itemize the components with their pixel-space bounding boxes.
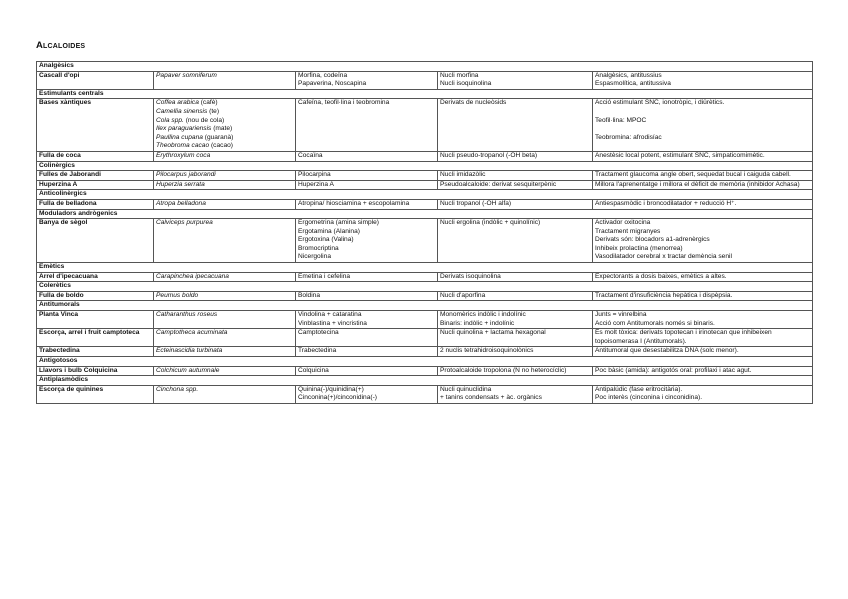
compounds-cell — [296, 347, 438, 357]
action-cell — [593, 291, 813, 301]
species-name: Cola spp. — [156, 116, 184, 124]
nucleus-line: Pseudoalcaloide: derivat sesquiterpènic — [440, 180, 557, 188]
action-line: Tractament glaucoma angle obert, sequedat bucal i caiguda cabell. — [595, 171, 791, 179]
compound-line: Cinconina(+)/cinconidina(-) — [298, 394, 377, 402]
action-line: Poc bàsic (amida): antigotós oral: profilaxi i atac agut. — [595, 366, 752, 374]
nucleus-cell — [438, 347, 593, 357]
drug-name-cell: Planta Vinca — [37, 311, 154, 329]
compound-line: Vinblastina + vincristina — [298, 319, 367, 327]
nucleus-line: Nucli ergolina (indòlic + quinolínic) — [440, 219, 541, 227]
species-name: Papaver somniferum — [156, 71, 217, 79]
action-cell — [593, 99, 813, 152]
species-line — [156, 200, 293, 209]
section-row — [37, 190, 813, 200]
action-line: Antipalúdic (fase eritrocitària). — [595, 385, 683, 393]
action-cell — [593, 199, 813, 209]
table-row — [37, 151, 813, 161]
species-name: Theobroma cacao — [156, 142, 210, 150]
table-row — [37, 347, 813, 357]
action-line: És molt tòxica: derivats topotecan i irinotecan que inhibeixen topoisomerasa I (Antitumorals). — [595, 329, 772, 345]
compounds-cell — [296, 171, 438, 181]
species-name: Atropa belladona — [156, 199, 206, 207]
nucleus-line: 2 nuclis tetrahidroisoquinolònics — [440, 347, 534, 355]
nucleus-cell — [438, 385, 593, 403]
compounds-cell — [296, 272, 438, 282]
table-row — [37, 272, 813, 282]
section-title: Colinèrgics — [37, 161, 813, 171]
drug-name-cell: Trabectedina — [37, 347, 154, 357]
alkaloids-table — [36, 61, 813, 404]
table-row — [37, 329, 813, 347]
compounds-cell — [296, 366, 438, 376]
nucleus-cell — [438, 171, 593, 181]
drug-name-cell: Escorça, arrel i fruit camptoteca — [37, 329, 154, 347]
species-name: Camellia sinensis — [156, 107, 208, 115]
action-cell — [593, 311, 813, 329]
compound-line: Ergometrina (amina simple) — [298, 219, 379, 227]
common-name: (cafè) — [198, 99, 218, 107]
nucleus-cell — [438, 151, 593, 161]
nucleus-cell — [438, 219, 593, 263]
table-row — [37, 291, 813, 301]
table-row — [37, 311, 813, 329]
nucleus-line: Nucli quinolina + lactama hexagonal — [440, 329, 546, 337]
section-title: Antitumorals — [37, 301, 813, 311]
nucleus-line: Nucli morfina — [440, 71, 479, 79]
species-name: Huperzia serrata — [156, 180, 205, 188]
action-line: Teofil·lina: MPOC — [595, 116, 647, 124]
species-cell — [154, 291, 296, 301]
compound-line: Ergotoxina (Valina) — [298, 236, 354, 244]
section-row — [37, 209, 813, 219]
species-cell — [154, 180, 296, 190]
compound-line: Bromocriptina — [298, 244, 339, 252]
species-name: Paullina cupana — [156, 133, 203, 141]
drug-name-cell: Fulla de belladona — [37, 199, 154, 209]
species-line — [156, 125, 293, 134]
section-row — [37, 62, 813, 72]
species-name: Camptotheca acuminata — [156, 329, 228, 337]
drug-name-cell: Banya de sègol — [37, 219, 154, 263]
action-line: Tractament d'insuficiència hepàtica i dispèpsia. — [595, 291, 733, 299]
species-name: Colchicum autumnale — [156, 366, 220, 374]
drug-name-cell: Fulla de boldo — [37, 291, 154, 301]
compounds-cell — [296, 199, 438, 209]
species-cell — [154, 329, 296, 347]
nucleus-line: Monomèrics indòlic i indolínic — [440, 311, 526, 319]
common-name: (te) — [207, 107, 220, 115]
nucleus-line: Nucli pseudo-tropanol (-OH beta) — [440, 151, 538, 159]
species-line — [156, 273, 293, 282]
species-name: Pilocarpus jaborandi — [156, 171, 216, 179]
species-cell — [154, 272, 296, 282]
action-cell — [593, 329, 813, 347]
section-title: Emètics — [37, 263, 813, 273]
species-line — [156, 99, 293, 108]
action-cell — [593, 151, 813, 161]
compound-line: Nicergolina — [298, 253, 331, 261]
section-row — [37, 89, 813, 99]
nucleus-line: Nucli tropanol (-OH alfa) — [440, 199, 512, 207]
species-name: Coffea arabica — [156, 99, 199, 107]
species-cell — [154, 366, 296, 376]
species-cell — [154, 99, 296, 152]
species-line — [156, 329, 293, 338]
action-cell — [593, 272, 813, 282]
drug-name-cell: Bases xàntiques — [37, 99, 154, 152]
nucleus-cell — [438, 71, 593, 89]
section-row — [37, 357, 813, 367]
compound-line: Papaverina, Noscapina — [298, 80, 367, 88]
section-title: Anticolinèrgics — [37, 190, 813, 200]
action-line: Acció estimulant SNC, ionotròpic, i diürètics. — [595, 99, 725, 107]
species-line — [156, 171, 293, 180]
species-cell — [154, 385, 296, 403]
action-line: Vasodilatador cerebral x tractar demència senil — [595, 253, 732, 261]
compounds-cell — [296, 151, 438, 161]
species-name: Ecteinascidia turbinata — [156, 347, 223, 355]
action-cell — [593, 171, 813, 181]
section-title: Analgèsics — [37, 62, 813, 72]
species-cell — [154, 71, 296, 89]
table-row — [37, 180, 813, 190]
species-name: Carapinchea ipecacuana — [156, 272, 229, 280]
compound-line: Quinina(-)/quinidina(+) — [298, 385, 364, 393]
table-row — [37, 171, 813, 181]
species-cell — [154, 151, 296, 161]
nucleus-line: Nucli quinuclidina — [440, 385, 492, 393]
document-title: Alcaloides — [36, 40, 86, 51]
section-title: Antigotosos — [37, 357, 813, 367]
section-title: Antiplasmòdics — [37, 376, 813, 386]
drug-name-cell: Fulles de Jaborandi — [37, 171, 154, 181]
species-line — [156, 292, 293, 301]
compound-line: Vindolina + cataratina — [298, 311, 362, 319]
action-cell — [593, 219, 813, 263]
section-row — [37, 161, 813, 171]
nucleus-cell — [438, 272, 593, 282]
compounds-cell — [296, 329, 438, 347]
nucleus-line: Binaris: indòlic + indolínic — [440, 319, 515, 327]
action-line: Expectorants a dosis baixes, emètics a altes. — [595, 272, 727, 280]
table-row — [37, 71, 813, 89]
section-row — [37, 301, 813, 311]
species-name: Erythroxylum coca — [156, 151, 211, 159]
nucleus-cell — [438, 180, 593, 190]
common-name: (cacao) — [209, 142, 233, 150]
compound-line: Cafeïna, teofil·lina i teobromina — [298, 99, 390, 107]
compound-line: Trabectedina — [298, 347, 337, 355]
action-line: Junts = vinrelbina — [595, 311, 647, 319]
table-row — [37, 219, 813, 263]
table-row — [37, 385, 813, 403]
compounds-cell — [296, 99, 438, 152]
action-line: Teobromina: afrodisíac — [595, 133, 662, 141]
species-cell — [154, 311, 296, 329]
action-cell — [593, 347, 813, 357]
species-name: Catharanthus roseus — [156, 311, 218, 319]
action-line: Tractament migranyes — [595, 227, 661, 235]
species-line — [156, 347, 293, 356]
compound-line: Boldina — [298, 291, 320, 299]
species-line — [156, 386, 293, 395]
species-name: Calviceps purpurea — [156, 219, 213, 227]
action-cell — [593, 385, 813, 403]
compounds-cell — [296, 71, 438, 89]
table-row — [37, 366, 813, 376]
species-line — [156, 152, 293, 161]
nucleus-line: Protoalcaloide tropolona (N no heterocíclic) — [440, 366, 567, 374]
species-line — [156, 367, 293, 376]
species-line — [156, 142, 293, 151]
species-line — [156, 72, 293, 81]
drug-name-cell: Arrel d'ipecacuana — [37, 272, 154, 282]
compound-line: Atropina/ hiosciamina + escopolamina — [298, 199, 410, 207]
compound-line: Pilocarpina — [298, 171, 331, 179]
compound-line: Cocaïna — [298, 151, 323, 159]
species-name: Ilex paraguariensis — [156, 125, 212, 133]
section-title: Moduladors andrògenics — [37, 209, 813, 219]
common-name: (nou de cola) — [183, 116, 225, 124]
nucleus-cell — [438, 366, 593, 376]
drug-name-cell: Huperzina A — [37, 180, 154, 190]
nucleus-line: Derivats de nucleòsids — [440, 99, 507, 107]
compound-line: Morfina, codeïna — [298, 71, 348, 79]
section-row — [37, 282, 813, 292]
species-line — [156, 108, 293, 117]
action-line: Derivats són: blocadors a1-adrenèrgics — [595, 236, 710, 244]
action-line: Poc interès (cinconina i cinconidina). — [595, 394, 703, 402]
drug-name-cell: Llavors i bulb Colquicina — [37, 366, 154, 376]
action-line: Acció com Antitumorals només si binaris. — [595, 319, 715, 327]
action-line — [595, 108, 810, 117]
species-line — [156, 181, 293, 190]
action-line: Activador oxitocina — [595, 219, 651, 227]
nucleus-line: + tanins condensats + àc. orgànics — [440, 394, 542, 402]
species-cell — [154, 171, 296, 181]
compound-line: Colquicina — [298, 366, 329, 374]
compound-line: Ergotamina (Alanina) — [298, 227, 360, 235]
action-line: Anestèsic local potent, estimulant SNC, simpaticomimètic. — [595, 151, 765, 159]
species-cell — [154, 219, 296, 263]
compounds-cell — [296, 219, 438, 263]
action-line: Analgèsics, antitussius — [595, 71, 662, 79]
compound-line: Camptotecina — [298, 329, 339, 337]
table-row — [37, 99, 813, 152]
action-cell — [593, 180, 813, 190]
section-row — [37, 263, 813, 273]
nucleus-line: Nucli imidazòlic — [440, 171, 486, 179]
species-name: Peumus boldo — [156, 291, 199, 299]
action-cell — [593, 71, 813, 89]
species-line — [156, 219, 293, 228]
table-row — [37, 199, 813, 209]
compound-line: Emetina i cefelina — [298, 272, 351, 280]
compounds-cell — [296, 180, 438, 190]
action-line: Inhibeix prolactina (menorrea) — [595, 244, 683, 252]
nucleus-line: Derivats isoquinolina — [440, 272, 501, 280]
action-line: Millora l'aprenentatge i millora el dèficit de memòria (inhibidor Achasa) — [595, 180, 800, 188]
action-line: Espasmolítica, antitussiva — [595, 80, 671, 88]
drug-name-cell: Escorça de quinines — [37, 385, 154, 403]
nucleus-line: Nucli d'aporfina — [440, 291, 486, 299]
species-name: Cinchona spp. — [156, 385, 199, 393]
section-title: Colerètics — [37, 282, 813, 292]
nucleus-cell — [438, 329, 593, 347]
action-line: Antiespasmòdic i broncodilatador + reducció H⁺. — [595, 199, 737, 207]
compounds-cell — [296, 385, 438, 403]
species-cell — [154, 347, 296, 357]
compounds-cell — [296, 311, 438, 329]
species-line — [156, 117, 293, 126]
species-line — [156, 311, 293, 320]
nucleus-cell — [438, 291, 593, 301]
nucleus-cell — [438, 311, 593, 329]
action-line: Antitumoral que desestabilitza DNA (solc menor). — [595, 347, 739, 355]
drug-name-cell: Fulla de coca — [37, 151, 154, 161]
common-name: (mate) — [211, 125, 233, 133]
action-cell — [593, 366, 813, 376]
section-row — [37, 376, 813, 386]
species-cell — [154, 199, 296, 209]
section-title: Estimulants centrals — [37, 89, 813, 99]
nucleus-cell — [438, 99, 593, 152]
nucleus-cell — [438, 199, 593, 209]
action-line — [595, 125, 810, 134]
species-line — [156, 134, 293, 143]
compounds-cell — [296, 291, 438, 301]
drug-name-cell: Cascall d'opi — [37, 71, 154, 89]
compound-line: Huperzina A — [298, 180, 334, 188]
nucleus-line: Nucli isoquinolina — [440, 80, 492, 88]
common-name: (guaranà) — [202, 133, 234, 141]
